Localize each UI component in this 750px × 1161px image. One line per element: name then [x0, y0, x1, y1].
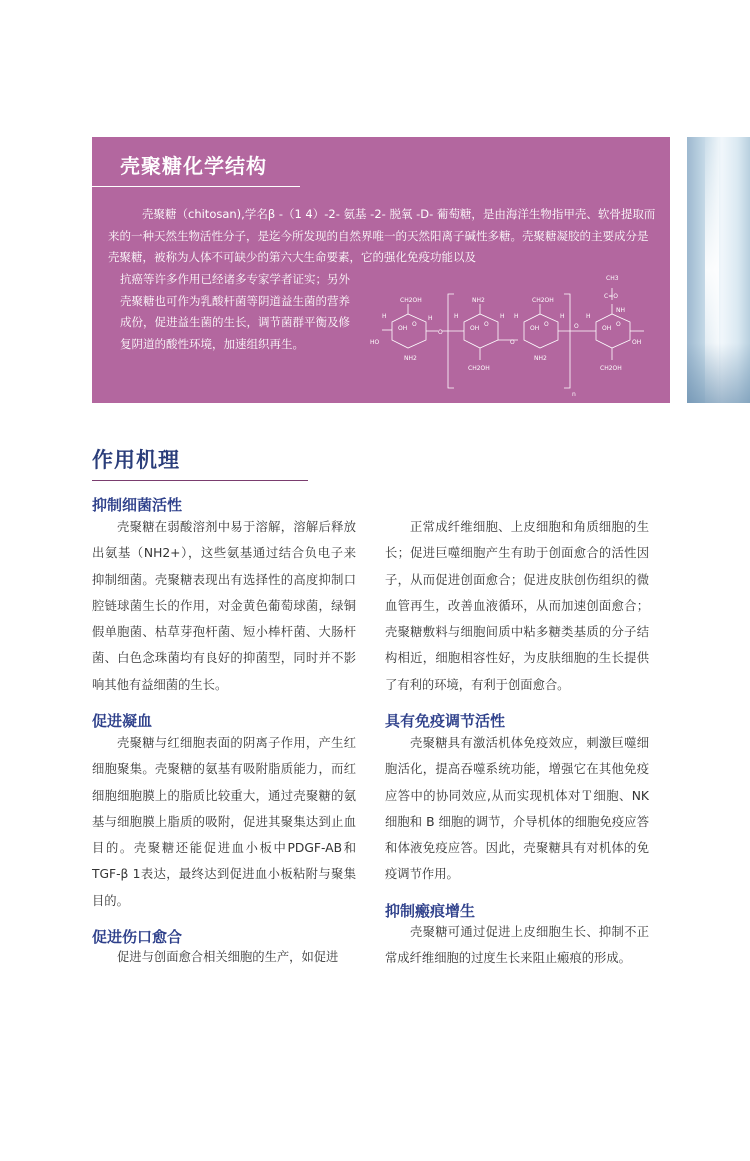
label-ch2oh-2: CH2OH	[468, 365, 490, 372]
label-ch2oh-4: CH2OH	[600, 365, 622, 372]
mechanism-title: 作用机理	[92, 448, 180, 472]
structure-title-rule	[92, 186, 300, 187]
scar-text-block	[385, 919, 649, 972]
label-nh2-1: NH2	[404, 355, 417, 362]
immune-text: 壳聚糖具有激活机体免疫效应，刺激巨噬细胞活化，提高吞噬系统功能，增强它在其他免疫应答中的协同效应,从而实现机体对Ｔ细胞、NK 细胞和 B 细胞的调节，介导机体的细胞免疫应答和体液免疫应答。因此，壳聚糖具有对机体的免疫调节作用。	[385, 736, 649, 882]
label-co: C=O	[604, 293, 618, 300]
immune-text-block	[385, 730, 649, 888]
wound-healing-cont-block	[385, 514, 649, 698]
label-ch3: CH3	[606, 275, 619, 282]
label-oh-5: OH	[632, 339, 642, 346]
label-ho-1: HO	[370, 339, 380, 346]
glass-base	[687, 343, 750, 403]
wound-healing-text-start: 促进与创面愈合相关细胞的生产，如促进	[117, 950, 339, 964]
structure-title: 壳聚糖化学结构	[120, 154, 267, 178]
immune-heading: 具有免疫调节活性	[385, 712, 506, 730]
label-o-1: O	[412, 321, 417, 328]
label-oh-2: OH	[470, 325, 480, 332]
label-o-3: O	[544, 321, 549, 328]
label-h-1: H	[382, 313, 387, 320]
label-oh-4: OH	[602, 325, 612, 332]
wound-healing-text-block	[92, 944, 356, 970]
label-oh-1: OH	[398, 325, 408, 332]
label-nh2-2: NH2	[472, 297, 485, 304]
mechanism-title-rule	[92, 480, 308, 481]
hemostasis-heading: 促进凝血	[92, 712, 153, 730]
antibacterial-text-block	[92, 514, 356, 698]
label-o-bridge-1: O	[438, 329, 443, 336]
label-h-3: H	[454, 313, 459, 320]
label-o-bridge-2: O	[510, 339, 515, 346]
label-n: n	[572, 391, 576, 398]
label-o-2: O	[484, 321, 489, 328]
label-ch2oh-1: CH2OH	[400, 297, 422, 304]
label-h-7: H	[586, 313, 591, 320]
structure-intro-text-cont: 抗癌等许多作用已经诸多专家学者证实；另外壳聚糖也可作为乳酸杆菌等阴道益生菌的营养成份，促进益生菌的生长，调节菌群平衡及修复阴道的酸性环境，加速组织再生。	[120, 272, 350, 351]
side-photo-glassware	[687, 137, 750, 403]
structure-intro-text: 壳聚糖（chitosan),学名β -（1 4）-2- 氨基 -2- 脱氧 -D- 葡萄糖，是由海洋生物指甲壳、软骨提取而来的一种天然生物活性分子，是迄今所发现的自然界唯一的天然阳离子碱性多糖。壳聚糖凝胶的主要成分是壳聚糖，被称为人体不可缺少的第六大生命要素，它的强化免疫功能以及	[108, 207, 656, 264]
label-nh: NH	[616, 307, 625, 314]
label-h-4: H	[500, 313, 505, 320]
label-ch2oh-3: CH2OH	[532, 297, 554, 304]
scar-text: 壳聚糖可通过促进上皮细胞生长、抑制不正常成纤维细胞的过度生长来阻止瘢痕的形成。	[385, 925, 649, 966]
label-o-bridge-3: O	[574, 323, 579, 330]
wound-healing-text-cont: 正常成纤维细胞、上皮细胞和角质细胞的生长；促进巨噬细胞产生有助于创面愈合的活性因子，从而促进创面愈合；促进皮肤创伤组织的微血管再生，改善血液循环，从而加速创面愈合；壳聚糖敷料与细胞间质中粘多糖类基质的分子结构相近，细胞相容性好，为皮肤细胞的生长提供了有利的环境，有利于创面愈合。	[385, 520, 649, 692]
label-o-4: O	[616, 321, 621, 328]
chitosan-formula-diagram	[368, 270, 664, 400]
label-h-5: H	[514, 313, 519, 320]
chemical-structure-panel	[92, 137, 670, 403]
label-oh-3: OH	[530, 325, 540, 332]
hemostasis-text-block	[92, 730, 356, 914]
scar-heading: 抑制瘢痕增生	[385, 902, 476, 920]
antibacterial-heading: 抑制细菌活性	[92, 496, 183, 514]
label-h-2: H	[428, 315, 433, 322]
hemostasis-text: 壳聚糖与红细胞表面的阴离子作用，产生红细胞聚集。壳聚糖的氨基有吸附脂质能力，而红细胞细胞膜上的脂质比较重大，通过壳聚糖的氨基与细胞膜上脂质的吸附，促进其聚集达到止血目的。壳聚糖还能促进血小板中PDGF-AB和TGF-β 1表达，最终达到促进血小板粘附与聚集目的。	[92, 736, 356, 908]
antibacterial-text: 壳聚糖在弱酸溶剂中易于溶解，溶解后释放出氨基（NH2+），这些氨基通过结合负电子来抑制细菌。壳聚糖表现出有选择性的高度抑制口腔链球菌生长的作用，对金黄色葡萄球菌，绿铜假单胞菌、枯草芽孢杆菌、短小棒杆菌、大肠杆菌、白色念珠菌均有良好的抑菌型，同时并不影响其他有益细菌的生长。	[92, 520, 356, 692]
label-h-6: H	[560, 313, 565, 320]
label-nh2-3: NH2	[534, 355, 547, 362]
wound-healing-heading: 促进伤口愈合	[92, 928, 183, 946]
